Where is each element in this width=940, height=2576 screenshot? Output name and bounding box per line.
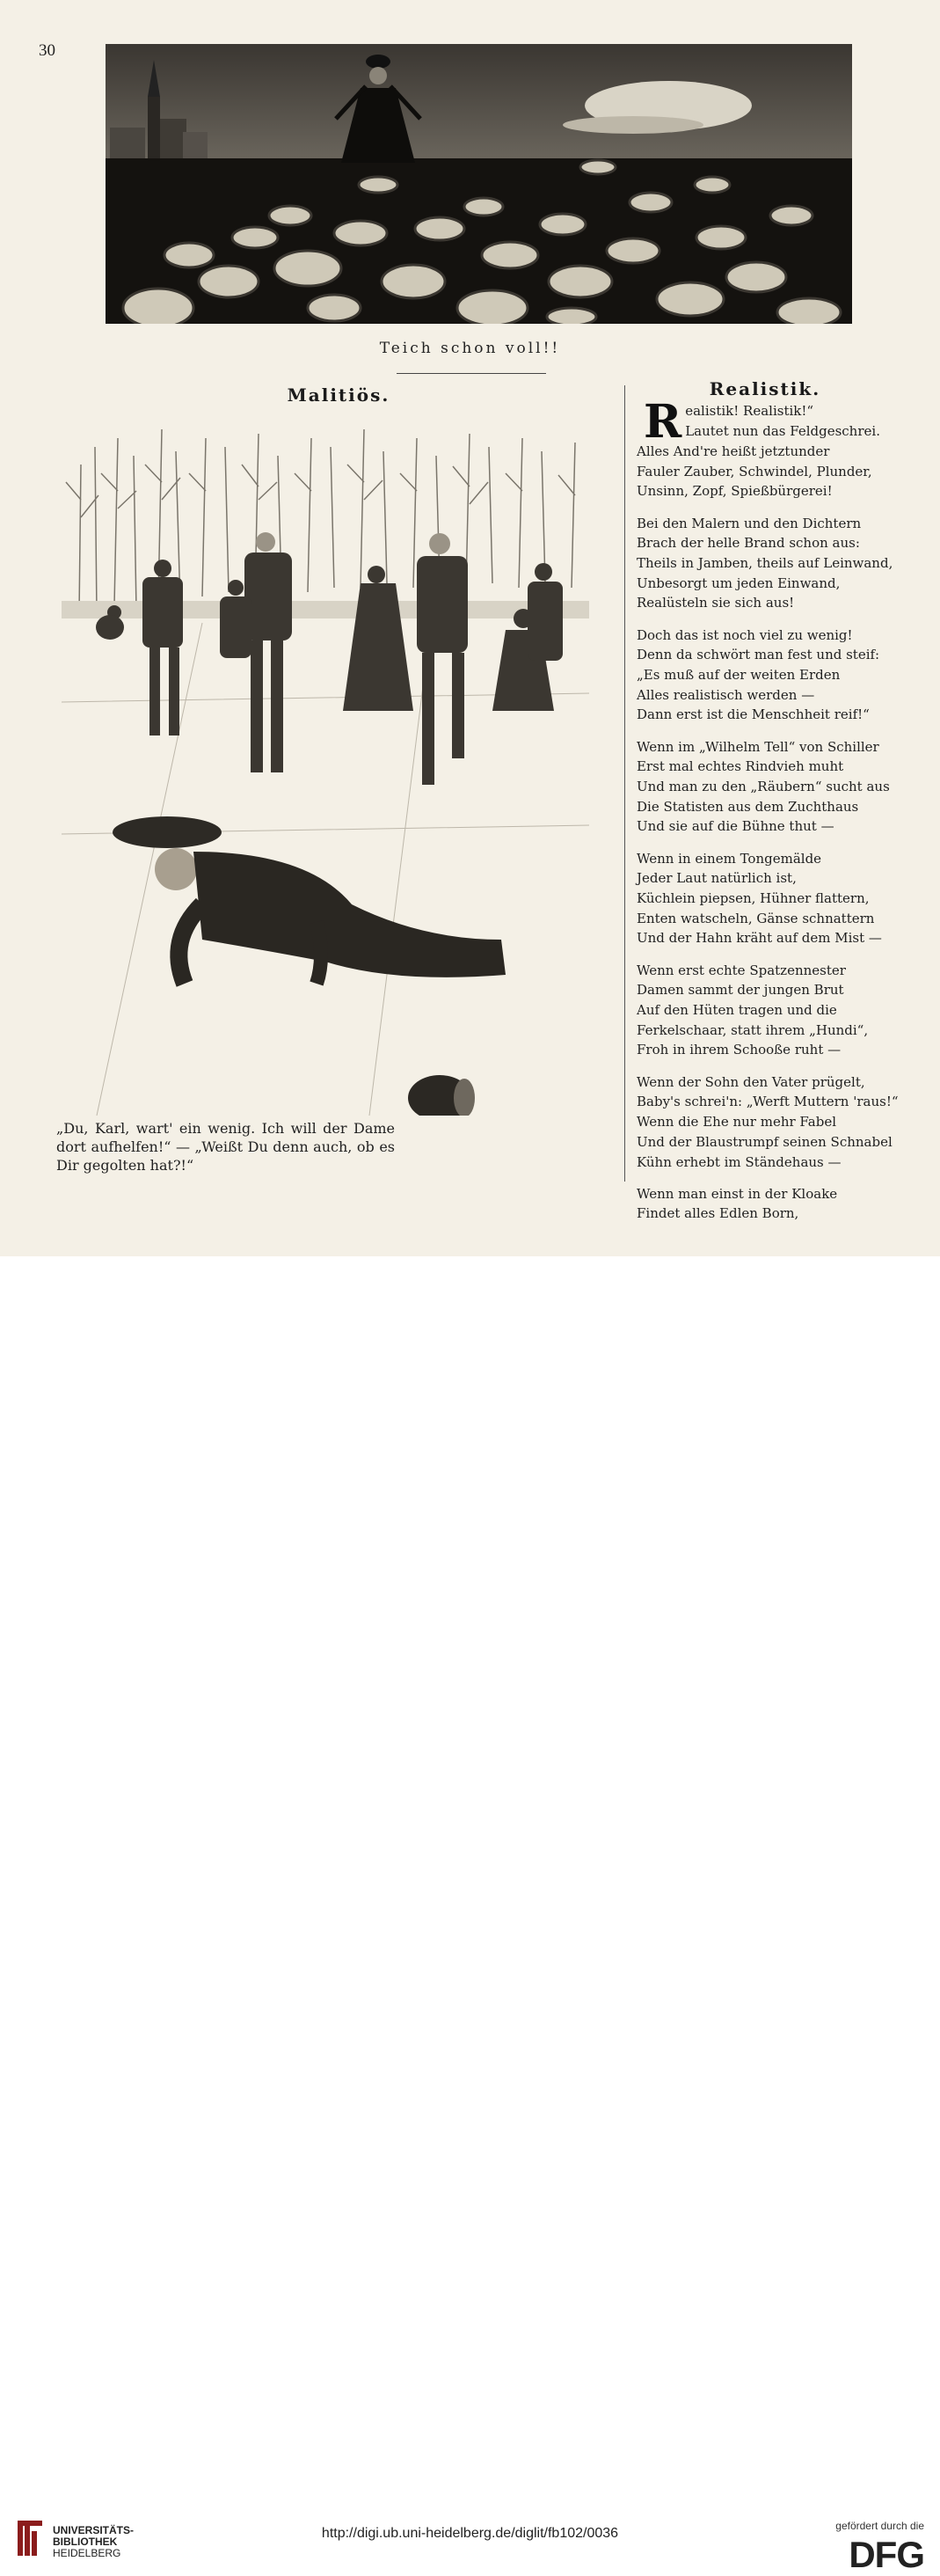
poem-line: Erst mal echtes Rindvieh muht	[637, 758, 844, 775]
poem-line: Alles And're heißt jetztunder	[637, 443, 830, 459]
footer-bar	[0, 1256, 940, 2575]
page-number: 30	[39, 41, 55, 60]
right-heading: Realistik.	[709, 378, 821, 399]
source-url[interactable]: http://digi.ub.uni-heidelberg.de/diglit/fb102/0036	[321, 2526, 619, 2541]
divider	[397, 373, 546, 374]
poem-line: Alles realistisch werden —	[637, 686, 815, 703]
skates-pond-drawing	[106, 44, 852, 324]
poem-realistik	[637, 395, 918, 1236]
dfg-logo: DFG	[849, 2534, 924, 2575]
left-heading: Malitiös.	[287, 384, 390, 406]
poem-line: Jeder Laut natürlich ist,	[637, 870, 797, 887]
column-rule	[624, 385, 625, 1182]
poem-line: Enten watscheln, Gänse schnattern	[637, 910, 875, 926]
stanza-8	[637, 1184, 918, 1224]
poem-line: Wenn der Sohn den Vater prügelt,	[637, 1073, 865, 1090]
poem-line: Unsinn, Zopf, Spießbürgerei!	[637, 483, 833, 500]
stanza-4	[637, 737, 918, 838]
funded-by-text: gefördert durch die	[835, 2520, 924, 2532]
poem-line: Lautet nun das Feldgeschrei.	[685, 422, 880, 439]
poem-line: Küchlein piepsen, Hühner flattern,	[637, 890, 870, 907]
stanza-3	[637, 626, 918, 726]
poem-line: Doch das ist noch viel zu wenig!	[637, 626, 853, 643]
poem-line: Die Statisten aus dem Zuchthaus	[637, 798, 859, 815]
poem-line: Wenn man einst in der Kloake	[637, 1185, 838, 1202]
library-line: BIBLIOTHEK	[53, 2536, 118, 2548]
drop-cap: R	[644, 395, 682, 449]
skaters-drawing	[62, 412, 589, 1116]
skating-illustration	[62, 412, 589, 1116]
stanza-7	[637, 1072, 918, 1173]
poem-line: Und man zu den „Räubern“ sucht aus	[637, 779, 890, 795]
poem-line: Bei den Malern und den Dichtern	[637, 515, 862, 531]
poem-line: Dann erst ist die Menschheit reif!“	[637, 706, 870, 723]
poem-line: „Es muß auf der weiten Erden	[637, 667, 841, 684]
poem-line: Und der Blaustrumpf seinen Schnabel	[637, 1133, 893, 1150]
poem-line: Brach der helle Brand schon aus:	[637, 535, 860, 552]
stanza-6	[637, 961, 918, 1061]
poem-line: Fauler Zauber, Schwindel, Plunder,	[637, 463, 872, 479]
poem-line: Denn da schwört man fest und steif:	[637, 647, 880, 663]
poem-line: Kühn erhebt im Ständehaus —	[637, 1153, 842, 1170]
stanza-2	[637, 514, 918, 614]
poem-line: Realüsteln sie sich aus!	[637, 595, 795, 611]
illustration-dialogue: „Du, Karl, wart' ein wenig. Ich will der Dame dort aufhelfen!“ — „Weißt Du denn auch, ob es Dir gegolten hat?!“	[56, 1120, 395, 1174]
poem-line: Und sie auf die Bühne thut —	[637, 818, 834, 835]
poem-line: Baby's schrei'n: „Werft Muttern 'raus!“	[637, 1094, 899, 1110]
poem-line: ealistik! Realistik!“	[685, 403, 814, 419]
poem-line: Wenn erst echte Spatzennester	[637, 962, 846, 978]
poem-line: Unbesorgt um jeden Einwand,	[637, 574, 841, 591]
poem-line: Froh in ihrem Schooße ruht —	[637, 1042, 842, 1058]
poem-line: Wenn im „Wilhelm Tell“ von Schiller	[637, 738, 879, 755]
poem-line: Wenn in einem Tongemälde	[637, 850, 822, 867]
poem-line: Ferkelschaar, statt ihrem „Hundi“,	[637, 1021, 869, 1038]
illustration-caption: Teich schon voll!!	[379, 340, 561, 357]
poem-line: Wenn die Ehe nur mehr Fabel	[637, 1114, 837, 1131]
poem-line: Theils in Jamben, theils auf Leinwand,	[637, 555, 893, 572]
poem-line: Auf den Hüten tragen und die	[637, 1002, 837, 1019]
stanza-5	[637, 849, 918, 949]
poem-line: Damen sammt der jungen Brut	[637, 982, 844, 999]
library-line: UNIVERSITÄTS-	[53, 2524, 135, 2536]
stanza-1	[637, 395, 918, 501]
top-illustration	[106, 44, 852, 324]
poem-line: Und der Hahn kräht auf dem Mist —	[637, 930, 882, 947]
scanned-page	[0, 0, 940, 1256]
poem-line: Findet alles Edlen Born,	[637, 1205, 799, 1222]
library-line: HEIDELBERG	[53, 2547, 121, 2559]
